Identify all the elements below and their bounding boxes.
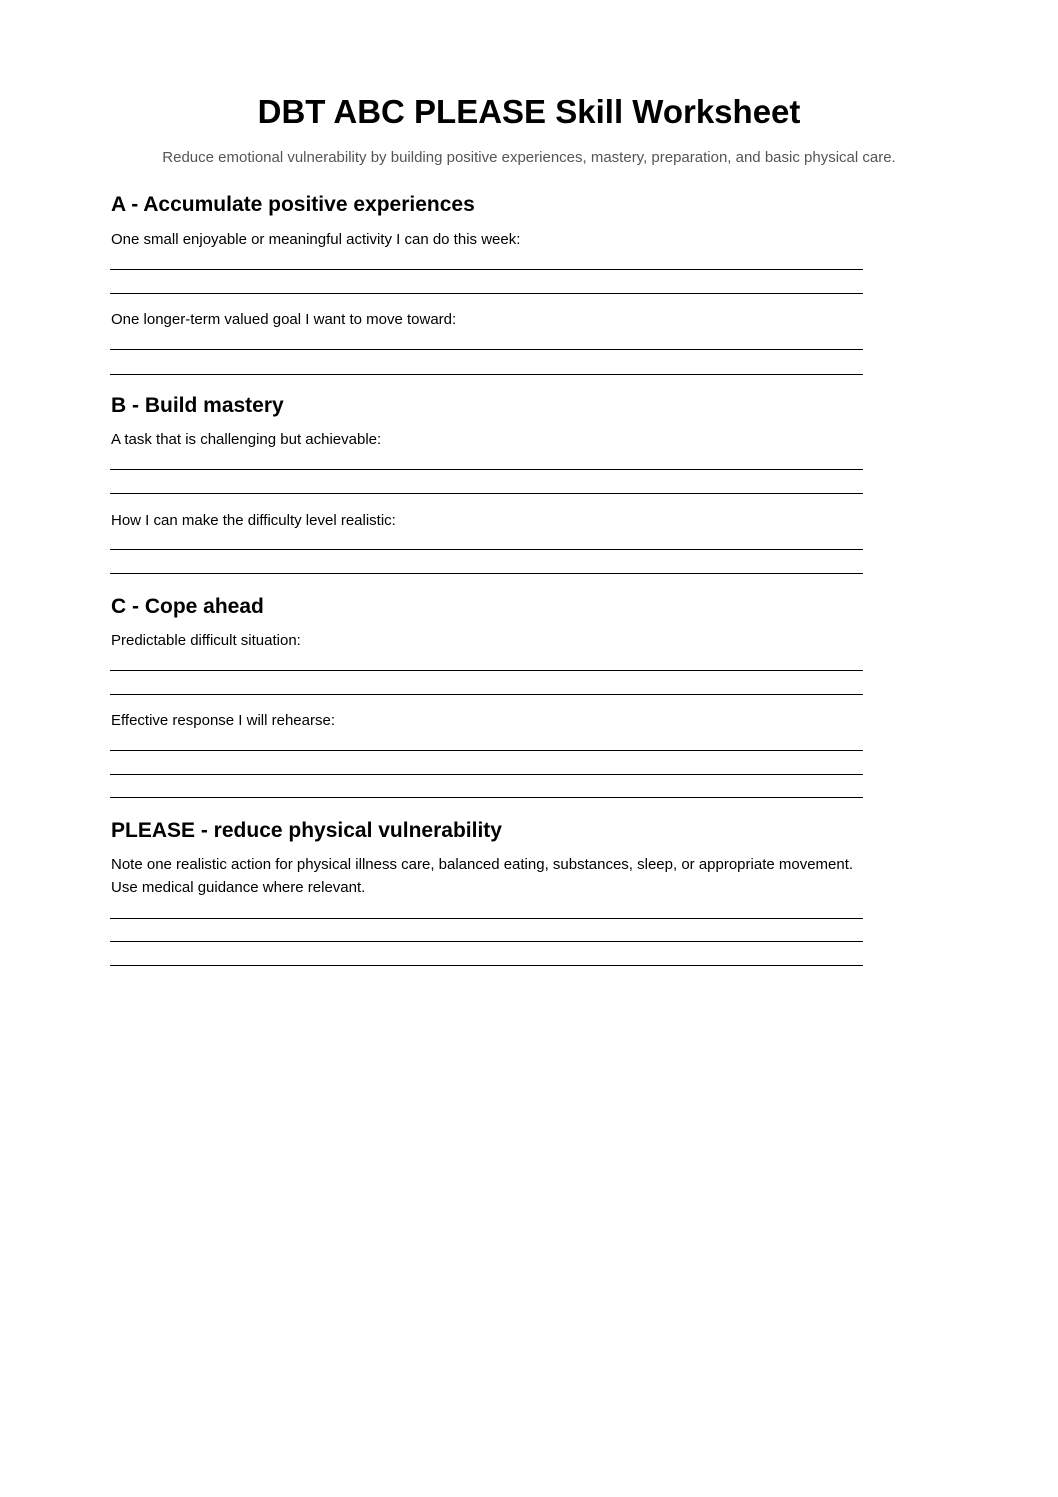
section-b-heading: B - Build mastery [111,394,284,417]
section-please-heading: PLEASE - reduce physical vulnerability [111,819,502,842]
section-b-prompt-2: How I can make the difficulty level realistic: [111,512,396,529]
answer-line[interactable] [110,374,863,375]
answer-line[interactable] [110,941,863,942]
section-c-prompt-2: Effective response I will rehearse: [111,712,335,729]
section-please-prompt-line-1: Note one realistic action for physical illness care, balanced eating, substances, sleep, or appropriate movement. [111,856,854,873]
section-b-prompt-1: A task that is challenging but achievable: [111,431,382,448]
answer-line[interactable] [110,774,863,775]
section-a-prompt-1: One small enjoyable or meaningful activity I can do this week: [111,231,521,248]
answer-line[interactable] [110,573,863,574]
page-subtitle: Reduce emotional vulnerability by building positive experiences, mastery, preparation, and basic physical care. [162,149,896,166]
answer-line[interactable] [110,797,863,798]
answer-line[interactable] [110,694,863,695]
answer-line[interactable] [110,293,863,294]
answer-line[interactable] [110,918,863,919]
answer-line[interactable] [110,750,863,751]
section-a-heading: A - Accumulate positive experiences [111,193,475,216]
section-a-prompt-2: One longer-term valued goal I want to move toward: [111,311,457,328]
page-title: DBT ABC PLEASE Skill Worksheet [257,93,801,130]
answer-line[interactable] [110,493,863,494]
section-please-prompt [111,853,1011,899]
answer-line[interactable] [110,670,863,671]
section-c-prompt-1: Predictable difficult situation: [111,632,301,649]
answer-line[interactable] [110,269,863,270]
section-c-heading: C - Cope ahead [111,595,264,618]
answer-line[interactable] [110,549,863,550]
answer-line[interactable] [110,965,863,966]
answer-line[interactable] [110,349,863,350]
answer-line[interactable] [110,469,863,470]
section-please-prompt-line-2: Use medical guidance where relevant. [111,879,366,896]
